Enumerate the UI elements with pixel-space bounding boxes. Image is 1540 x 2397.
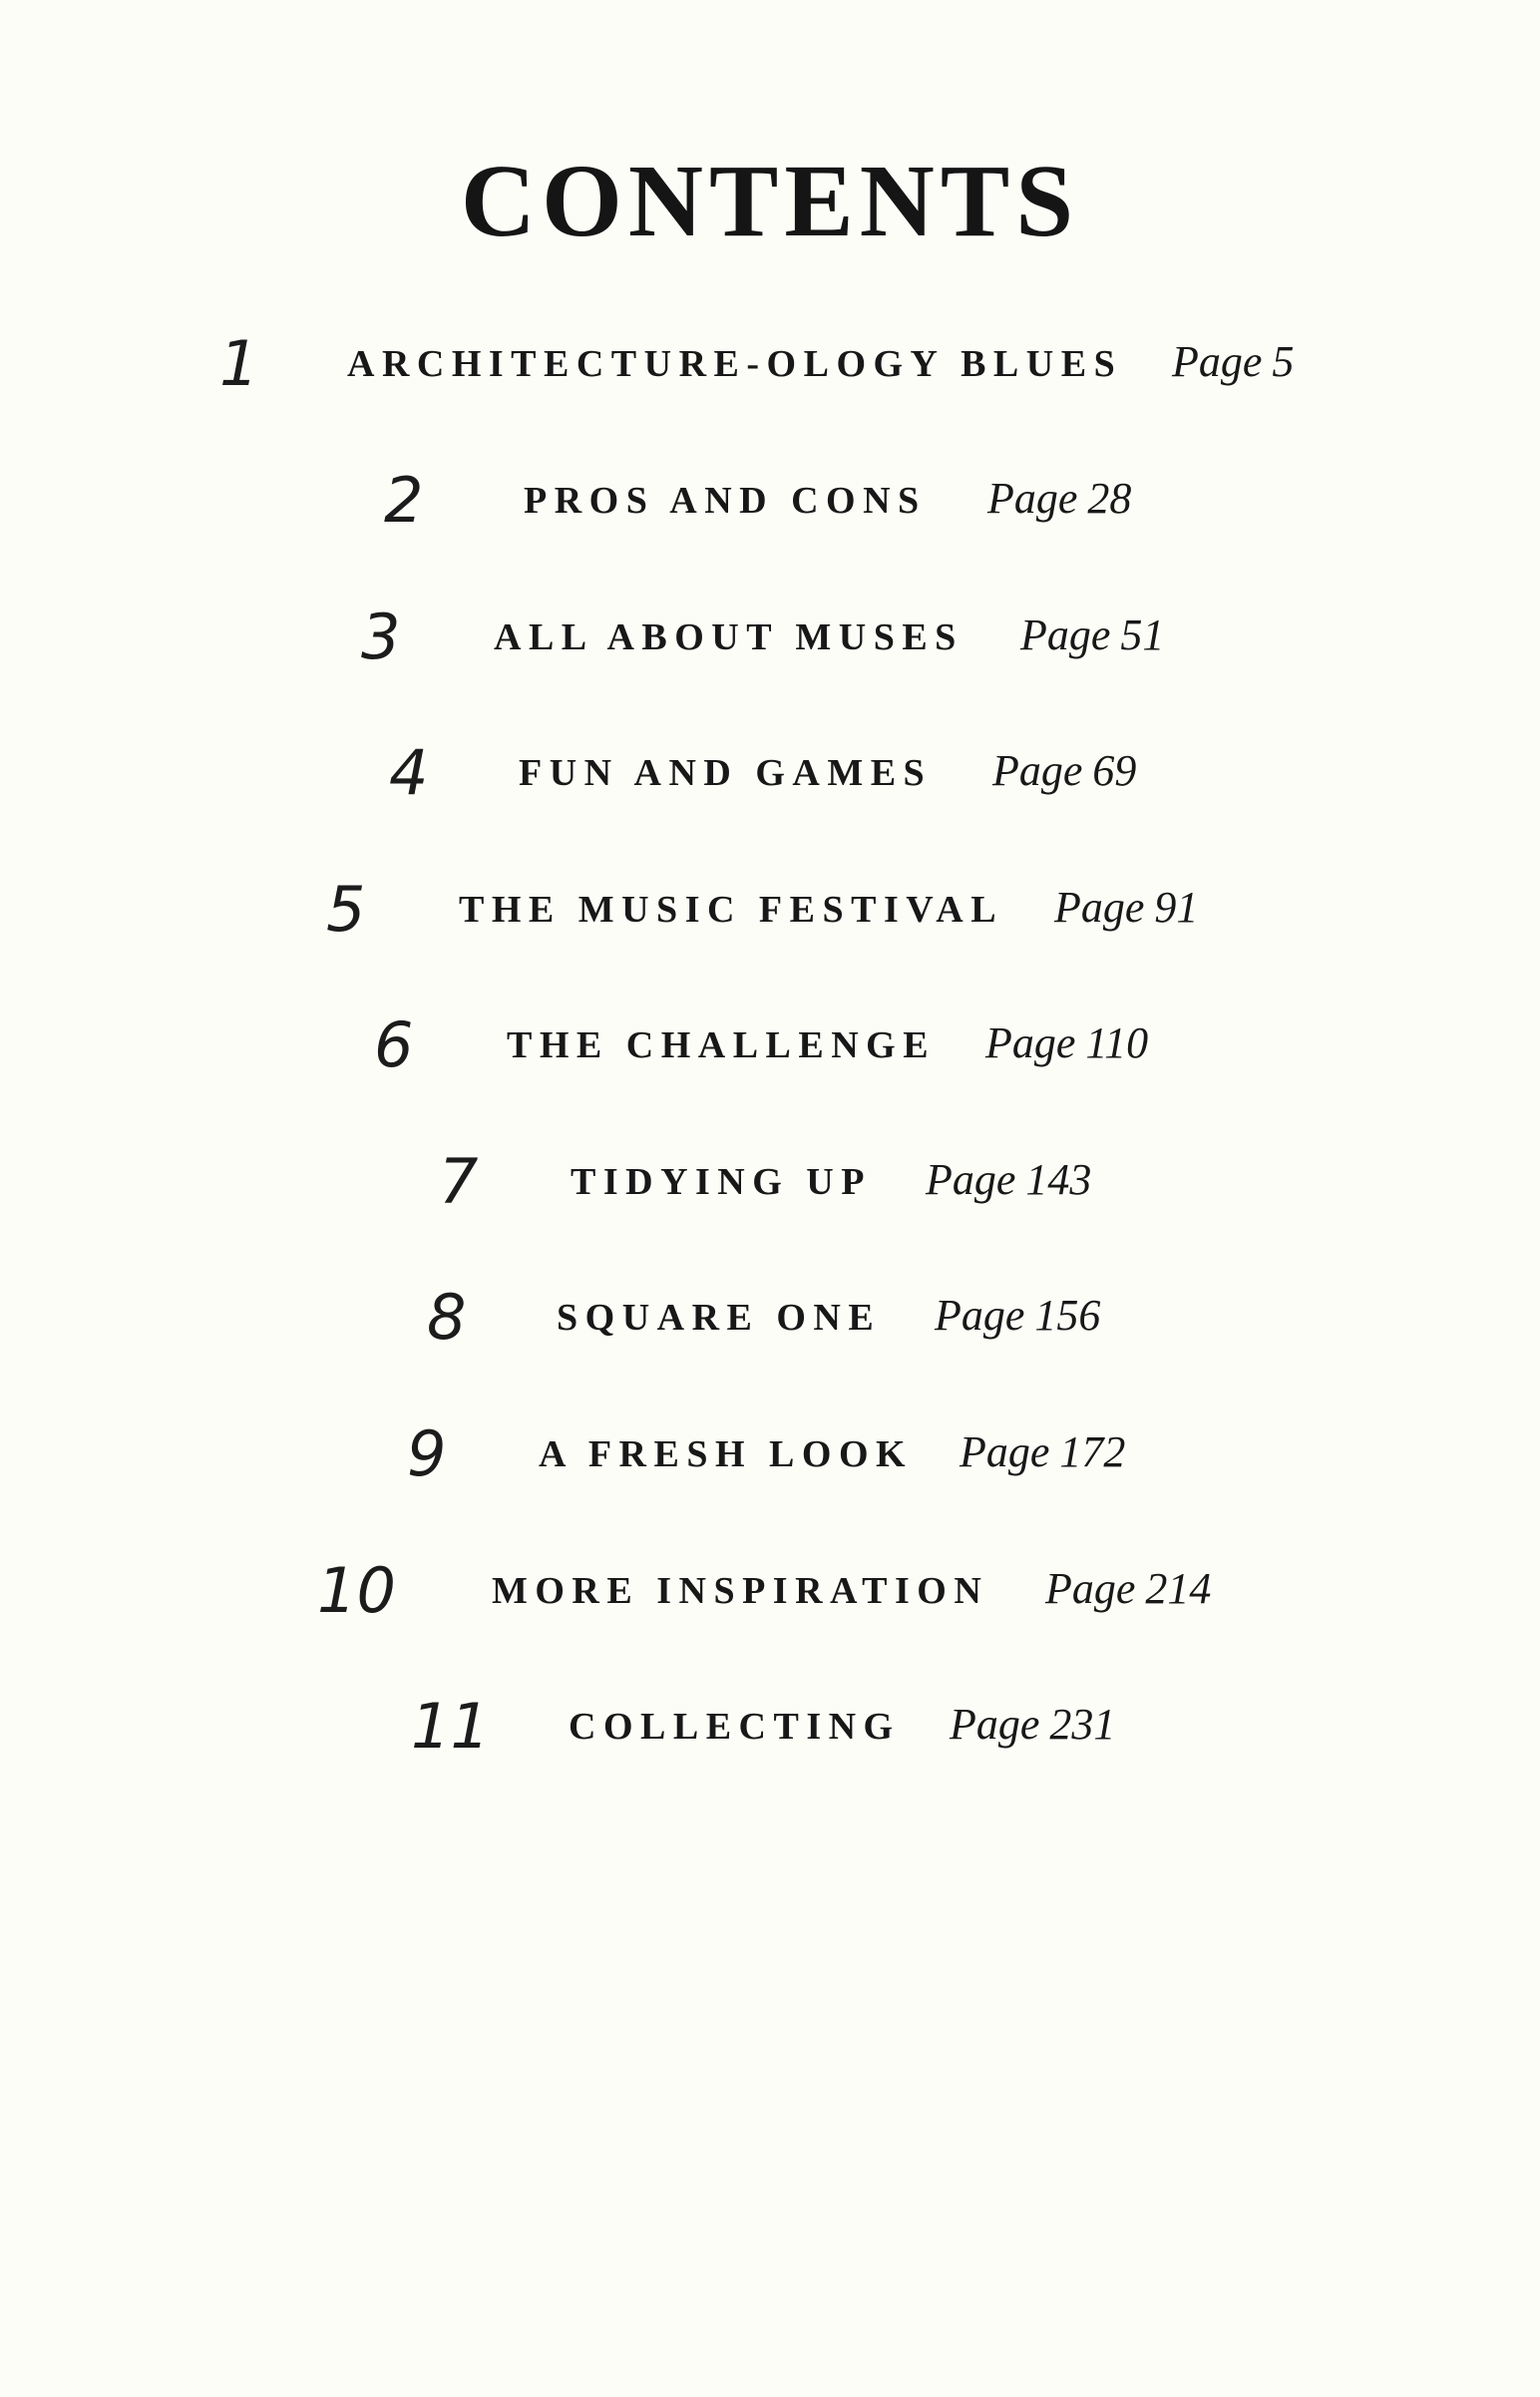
toc-entry xyxy=(0,598,1540,677)
page-word: Page xyxy=(1172,337,1263,386)
toc-entry xyxy=(0,733,1540,813)
page-word: Page xyxy=(960,1427,1050,1476)
chapter-title: THE CHALLENGE xyxy=(507,1024,937,1066)
chapter-page-ref xyxy=(926,1142,1091,1218)
page-word: Page xyxy=(1045,1564,1136,1613)
chapter-page-number: 5 xyxy=(1272,337,1295,386)
chapter-page-ref xyxy=(950,1687,1115,1763)
chapter-page-ref xyxy=(960,1414,1125,1490)
page-word: Page xyxy=(1054,883,1145,932)
toc-entry xyxy=(0,1414,1540,1494)
toc-entry xyxy=(0,324,1540,404)
chapter-title: FUN AND GAMES xyxy=(519,752,933,794)
toc-entry xyxy=(0,461,1540,541)
chapter-number: 5 xyxy=(326,873,366,946)
chapter-number: 7 xyxy=(439,1145,479,1218)
chapter-number: 1 xyxy=(219,327,259,400)
chapter-number: 8 xyxy=(427,1281,467,1354)
chapter-page-ref xyxy=(1172,324,1294,400)
chapter-page-ref xyxy=(992,733,1136,809)
toc-entry xyxy=(0,1551,1540,1631)
chapter-number: 3 xyxy=(361,600,401,673)
chapter-number: 6 xyxy=(374,1008,414,1081)
page-word: Page xyxy=(1020,610,1111,659)
toc-entry xyxy=(0,1687,1540,1767)
chapter-title: PROS AND CONS xyxy=(524,480,927,522)
page-title: CONTENTS xyxy=(460,144,1080,258)
chapter-title: THE MUSIC FESTIVAL xyxy=(459,889,1004,931)
chapter-number: 11 xyxy=(411,1690,490,1763)
chapter-number: 2 xyxy=(384,464,424,537)
chapter-number: 4 xyxy=(389,736,429,809)
chapter-page-number: 28 xyxy=(1087,474,1132,523)
chapter-page-number: 91 xyxy=(1154,883,1199,932)
chapter-title: SQUARE ONE xyxy=(557,1297,882,1339)
page-word: Page xyxy=(985,1018,1076,1067)
chapter-page-ref xyxy=(1054,870,1198,946)
page-word: Page xyxy=(935,1291,1025,1340)
chapter-title: ALL ABOUT MUSES xyxy=(494,616,963,658)
chapter-page-ref xyxy=(935,1278,1100,1354)
chapter-page-ref xyxy=(1020,598,1164,673)
chapter-page-ref xyxy=(985,1005,1148,1081)
chapter-title: ARCHITECTURE-OLOGY BLUES xyxy=(347,343,1123,385)
chapter-page-ref xyxy=(987,461,1131,537)
chapter-page-ref xyxy=(1045,1551,1211,1627)
chapter-page-number: 231 xyxy=(1049,1700,1116,1749)
chapter-page-number: 110 xyxy=(1085,1018,1149,1067)
chapter-page-number: 143 xyxy=(1025,1155,1092,1204)
toc-entry xyxy=(0,1005,1540,1085)
page-word: Page xyxy=(987,474,1078,523)
toc-entry xyxy=(0,1142,1540,1222)
chapter-page-number: 69 xyxy=(1092,746,1137,795)
chapter-number: 10 xyxy=(317,1554,396,1627)
toc-entry xyxy=(0,870,1540,950)
chapter-page-number: 214 xyxy=(1145,1564,1212,1613)
chapter-page-number: 51 xyxy=(1120,610,1165,659)
chapter-title: TIDYING UP xyxy=(571,1161,872,1203)
page-word: Page xyxy=(992,746,1083,795)
toc-entry xyxy=(0,1278,1540,1358)
chapter-title: COLLECTING xyxy=(569,1706,901,1748)
chapter-number: 9 xyxy=(407,1417,447,1490)
chapter-page-number: 172 xyxy=(1059,1427,1126,1476)
chapter-page-number: 156 xyxy=(1034,1291,1101,1340)
chapter-title: MORE INSPIRATION xyxy=(492,1570,989,1612)
page-word: Page xyxy=(926,1155,1016,1204)
chapter-title: A FRESH LOOK xyxy=(539,1433,914,1475)
page-word: Page xyxy=(950,1700,1040,1749)
